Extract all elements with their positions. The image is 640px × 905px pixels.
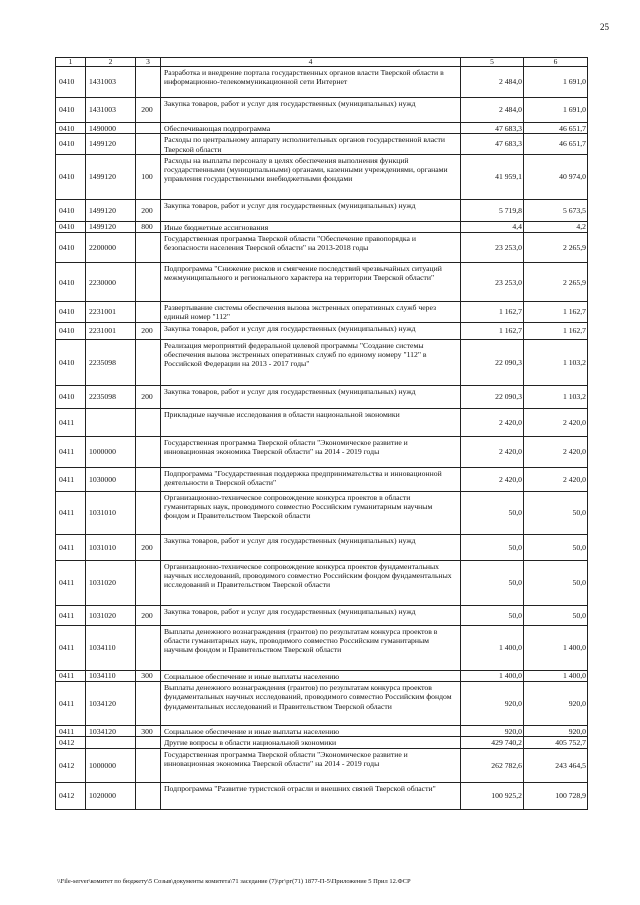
section-code-cell: 0411 (56, 670, 86, 681)
table-row (56, 221, 588, 232)
amount-executed-cell: 50,0 (524, 491, 588, 534)
expense-type-cell (136, 436, 161, 467)
section-code-cell: 0410 (56, 263, 86, 302)
section-code-cell: 0412 (56, 782, 86, 809)
amount-executed-cell: 50,0 (524, 534, 588, 560)
amount-planned-cell: 262 782,6 (461, 748, 524, 782)
table-row (56, 199, 588, 221)
amount-planned-cell: 920,0 (461, 726, 524, 737)
file-path-footer: \\File-server\комитет по бюджету\5 Созыв\документы комитета\71 заседание (7)\рг\рг(71) 1877-П-5\Приложение 5 Прил 12.ФСР (57, 878, 411, 885)
amount-planned-cell: 50,0 (461, 534, 524, 560)
amount-executed-cell: 1 162,7 (524, 302, 588, 323)
table-row (56, 436, 588, 467)
expense-type-cell (136, 560, 161, 605)
item-name-cell: Государственная программа Тверской области "Экономическое развитие и инновационная экономика Тверской области" на 2014 - 2019 годы (161, 748, 461, 782)
header-cell: 5 (461, 58, 524, 67)
amount-executed-cell: 40 974,0 (524, 154, 588, 199)
section-code-cell: 0411 (56, 682, 86, 726)
table-row (56, 233, 588, 263)
target-article-cell: 2235098 (86, 385, 136, 408)
expense-type-cell (136, 748, 161, 782)
target-article-cell: 2235098 (86, 339, 136, 385)
table-row (56, 534, 588, 560)
amount-planned-cell: 22 090,3 (461, 339, 524, 385)
item-name-cell: Развертывание системы обеспечения вызова экстренных оперативных служб через единый номер "112" (161, 302, 461, 323)
section-code-cell: 0410 (56, 67, 86, 98)
section-code-cell: 0411 (56, 726, 86, 737)
expense-type-cell (136, 782, 161, 809)
amount-planned-cell: 50,0 (461, 560, 524, 605)
item-name-cell: Прикладные научные исследования в области национальной экономики (161, 408, 461, 436)
section-code-cell: 0410 (56, 385, 86, 408)
target-article-cell: 1499120 (86, 134, 136, 155)
amount-planned-cell: 2 484,0 (461, 98, 524, 123)
expense-type-cell (136, 123, 161, 134)
item-name-cell: Подпрограмма "Государственная поддержка предпринимательства и инновационной деятельности в Тверской области" (161, 467, 461, 491)
target-article-cell: 1499120 (86, 221, 136, 232)
target-article-cell: 1490000 (86, 123, 136, 134)
expense-type-cell: 300 (136, 726, 161, 737)
section-code-cell: 0411 (56, 605, 86, 625)
header-cell: 2 (86, 58, 136, 67)
item-name-cell: Обеспечивающая подпрограмма (161, 123, 461, 134)
item-name-cell: Другие вопросы в области национальной экономики (161, 737, 461, 748)
header-cell: 4 (161, 58, 461, 67)
expense-type-cell: 100 (136, 154, 161, 199)
amount-planned-cell: 1 162,7 (461, 322, 524, 339)
item-name-cell: Организационно-техническое сопровождение конкурса проектов фундаментальных научных исследований, проводимого совместно Российским фондом фундаментальных исследований и Правительством Тверской области (161, 560, 461, 605)
amount-executed-cell: 2 420,0 (524, 436, 588, 467)
amount-executed-cell: 2 265,9 (524, 263, 588, 302)
amount-planned-cell: 2 420,0 (461, 408, 524, 436)
expense-type-cell (136, 625, 161, 670)
amount-planned-cell: 22 090,3 (461, 385, 524, 408)
expense-type-cell: 200 (136, 199, 161, 221)
expense-type-cell: 200 (136, 385, 161, 408)
page-number: 25 (600, 22, 609, 32)
item-name-cell: Расходы на выплаты персоналу в целях обеспечения выполнения функций государственными (муниципальными) органами, казенными учреждениями, органами управления государственными внебюджетными фондами (161, 154, 461, 199)
item-name-cell: Подпрограмма "Развитие туристской отрасли и внешних связей Тверской области" (161, 782, 461, 809)
target-article-cell: 1034110 (86, 670, 136, 681)
amount-executed-cell: 50,0 (524, 560, 588, 605)
expense-type-cell (136, 134, 161, 155)
amount-planned-cell: 4,4 (461, 221, 524, 232)
item-name-cell: Организационно-техническое сопровождение конкурса проектов в области гуманитарных наук, проводимого совместно Российским гуманитарным научным фондом и Правительством Тверской области (161, 491, 461, 534)
expense-type-cell: 200 (136, 534, 161, 560)
target-article-cell: 1499120 (86, 199, 136, 221)
amount-executed-cell: 5 673,5 (524, 199, 588, 221)
table-row (56, 605, 588, 625)
target-article-cell: 1031020 (86, 560, 136, 605)
target-article-cell: 1431003 (86, 67, 136, 98)
amount-planned-cell: 41 959,1 (461, 154, 524, 199)
target-article-cell (86, 408, 136, 436)
table-row (56, 302, 588, 323)
table-row (56, 726, 588, 737)
table-row (56, 737, 588, 748)
amount-planned-cell: 2 484,0 (461, 67, 524, 98)
amount-executed-cell: 100 728,9 (524, 782, 588, 809)
item-name-cell: Закупка товаров, работ и услуг для государственных (муниципальных) нужд (161, 605, 461, 625)
amount-planned-cell: 47 683,3 (461, 134, 524, 155)
section-code-cell: 0412 (56, 748, 86, 782)
expense-type-cell: 300 (136, 670, 161, 681)
amount-executed-cell: 1 162,7 (524, 322, 588, 339)
amount-executed-cell: 920,0 (524, 726, 588, 737)
header-cell: 3 (136, 58, 161, 67)
section-code-cell: 0411 (56, 467, 86, 491)
table-row (56, 625, 588, 670)
item-name-cell: Подпрограмма "Снижение рисков и смягчение последствий чрезвычайных ситуаций межмуниципального и регионального характера на территории Тверской области" (161, 263, 461, 302)
table-row (56, 408, 588, 436)
table-row (56, 782, 588, 809)
item-name-cell: Выплаты денежного вознаграждения (грантов) по результатам конкурса проектов в области гуманитарных наук, проводимого совместно Российским гуманитарным научным фондом и Правительством Тверской области (161, 625, 461, 670)
amount-executed-cell: 243 464,5 (524, 748, 588, 782)
target-article-cell: 2200000 (86, 233, 136, 263)
target-article-cell: 1431003 (86, 98, 136, 123)
amount-executed-cell: 1 400,0 (524, 670, 588, 681)
item-name-cell: Закупка товаров, работ и услуг для государственных (муниципальных) нужд (161, 98, 461, 123)
item-name-cell: Разработка и внедрение портала государственных органов власти Тверской области в информационно-телекоммуникационной сети Интернет (161, 67, 461, 98)
expense-type-cell (136, 302, 161, 323)
target-article-cell: 1031010 (86, 491, 136, 534)
section-code-cell: 0410 (56, 233, 86, 263)
expense-type-cell: 200 (136, 322, 161, 339)
item-name-cell: Иные бюджетные ассигнования (161, 221, 461, 232)
amount-executed-cell: 2 420,0 (524, 467, 588, 491)
amount-planned-cell: 23 253,0 (461, 233, 524, 263)
table-row (56, 560, 588, 605)
expense-type-cell: 200 (136, 605, 161, 625)
target-article-cell: 1034120 (86, 682, 136, 726)
expense-type-cell (136, 263, 161, 302)
item-name-cell: Государственная программа Тверской области "Обеспечение правопорядка и безопасности населения Тверской области" на 2013-2018 годы (161, 233, 461, 263)
target-article-cell: 1034110 (86, 625, 136, 670)
amount-executed-cell: 2 420,0 (524, 408, 588, 436)
amount-planned-cell: 1 162,7 (461, 302, 524, 323)
amount-planned-cell: 23 253,0 (461, 263, 524, 302)
table-row (56, 748, 588, 782)
table-row (56, 123, 588, 134)
section-code-cell: 0410 (56, 98, 86, 123)
section-code-cell: 0410 (56, 123, 86, 134)
table-row (56, 322, 588, 339)
section-code-cell: 0411 (56, 436, 86, 467)
table-row (56, 682, 588, 726)
expense-type-cell (136, 491, 161, 534)
table-row (56, 154, 588, 199)
section-code-cell: 0411 (56, 491, 86, 534)
expense-type-cell (136, 67, 161, 98)
expense-type-cell: 800 (136, 221, 161, 232)
section-code-cell: 0411 (56, 560, 86, 605)
amount-executed-cell: 1 691,0 (524, 67, 588, 98)
table-row (56, 263, 588, 302)
amount-executed-cell: 1 103,2 (524, 385, 588, 408)
item-name-cell: Закупка товаров, работ и услуг для государственных (муниципальных) нужд (161, 534, 461, 560)
amount-executed-cell: 920,0 (524, 682, 588, 726)
section-code-cell: 0411 (56, 625, 86, 670)
target-article-cell: 1030000 (86, 467, 136, 491)
amount-planned-cell: 920,0 (461, 682, 524, 726)
item-name-cell: Выплаты денежного вознаграждения (грантов) по результатам конкурса проектов фундаментальных научных исследований, проводимого совместно Российским фондом фундаментальных исследований и Правительством Тверской области (161, 682, 461, 726)
expense-type-cell (136, 339, 161, 385)
item-name-cell: Социальное обеспечение и иные выплаты населению (161, 670, 461, 681)
expense-type-cell (136, 233, 161, 263)
table-row (56, 491, 588, 534)
amount-executed-cell: 1 400,0 (524, 625, 588, 670)
target-article-cell: 2231001 (86, 302, 136, 323)
item-name-cell: Социальное обеспечение и иные выплаты населению (161, 726, 461, 737)
table-row (56, 339, 588, 385)
amount-planned-cell: 2 420,0 (461, 436, 524, 467)
amount-executed-cell: 2 265,9 (524, 233, 588, 263)
table-row (56, 134, 588, 155)
target-article-cell: 1031020 (86, 605, 136, 625)
amount-planned-cell: 47 683,3 (461, 123, 524, 134)
expense-type-cell (136, 408, 161, 436)
item-name-cell: Закупка товаров, работ и услуг для государственных (муниципальных) нужд (161, 199, 461, 221)
item-name-cell: Государственная программа Тверской области "Экономическое развитие и инновационная экономика Тверской области" на 2014 - 2019 годы (161, 436, 461, 467)
amount-executed-cell: 405 752,7 (524, 737, 588, 748)
section-code-cell: 0410 (56, 339, 86, 385)
expense-type-cell: 200 (136, 98, 161, 123)
amount-executed-cell: 1 103,2 (524, 339, 588, 385)
amount-planned-cell: 1 400,0 (461, 670, 524, 681)
budget-table (55, 57, 588, 810)
table-row (56, 67, 588, 98)
target-article-cell (86, 737, 136, 748)
amount-planned-cell: 50,0 (461, 491, 524, 534)
section-code-cell: 0410 (56, 302, 86, 323)
expense-type-cell (136, 682, 161, 726)
target-article-cell: 1034120 (86, 726, 136, 737)
section-code-cell: 0411 (56, 408, 86, 436)
header-cell: 1 (56, 58, 86, 67)
item-name-cell: Реализация мероприятий федеральной целевой программы "Создание системы обеспечения вызова экстренных оперативных служб по единому номеру "112" в Российской Федерации на 2013 - 2017 годы" (161, 339, 461, 385)
amount-planned-cell: 50,0 (461, 605, 524, 625)
target-article-cell: 2231001 (86, 322, 136, 339)
section-code-cell: 0411 (56, 534, 86, 560)
amount-executed-cell: 1 691,0 (524, 98, 588, 123)
amount-planned-cell: 2 420,0 (461, 467, 524, 491)
section-code-cell: 0410 (56, 322, 86, 339)
table-row (56, 385, 588, 408)
expense-type-cell (136, 467, 161, 491)
table-row (56, 98, 588, 123)
target-article-cell: 2230000 (86, 263, 136, 302)
amount-executed-cell: 50,0 (524, 605, 588, 625)
target-article-cell: 1000000 (86, 436, 136, 467)
target-article-cell: 1020000 (86, 782, 136, 809)
item-name-cell: Расходы по центральному аппарату исполнительных органов государственной власти Тверской области (161, 134, 461, 155)
section-code-cell: 0412 (56, 737, 86, 748)
table-header-row (56, 58, 588, 67)
amount-planned-cell: 100 925,2 (461, 782, 524, 809)
item-name-cell: Закупка товаров, работ и услуг для государственных (муниципальных) нужд (161, 322, 461, 339)
section-code-cell: 0410 (56, 221, 86, 232)
expense-type-cell (136, 737, 161, 748)
amount-planned-cell: 429 740,2 (461, 737, 524, 748)
target-article-cell: 1031010 (86, 534, 136, 560)
target-article-cell: 1499120 (86, 154, 136, 199)
header-cell: 6 (524, 58, 588, 67)
amount-executed-cell: 46 651,7 (524, 123, 588, 134)
amount-planned-cell: 1 400,0 (461, 625, 524, 670)
table-row (56, 670, 588, 681)
item-name-cell: Закупка товаров, работ и услуг для государственных (муниципальных) нужд (161, 385, 461, 408)
section-code-cell: 0410 (56, 154, 86, 199)
amount-executed-cell: 4,2 (524, 221, 588, 232)
section-code-cell: 0410 (56, 199, 86, 221)
amount-planned-cell: 5 719,8 (461, 199, 524, 221)
section-code-cell: 0410 (56, 134, 86, 155)
table-row (56, 467, 588, 491)
amount-executed-cell: 46 651,7 (524, 134, 588, 155)
target-article-cell: 1000000 (86, 748, 136, 782)
